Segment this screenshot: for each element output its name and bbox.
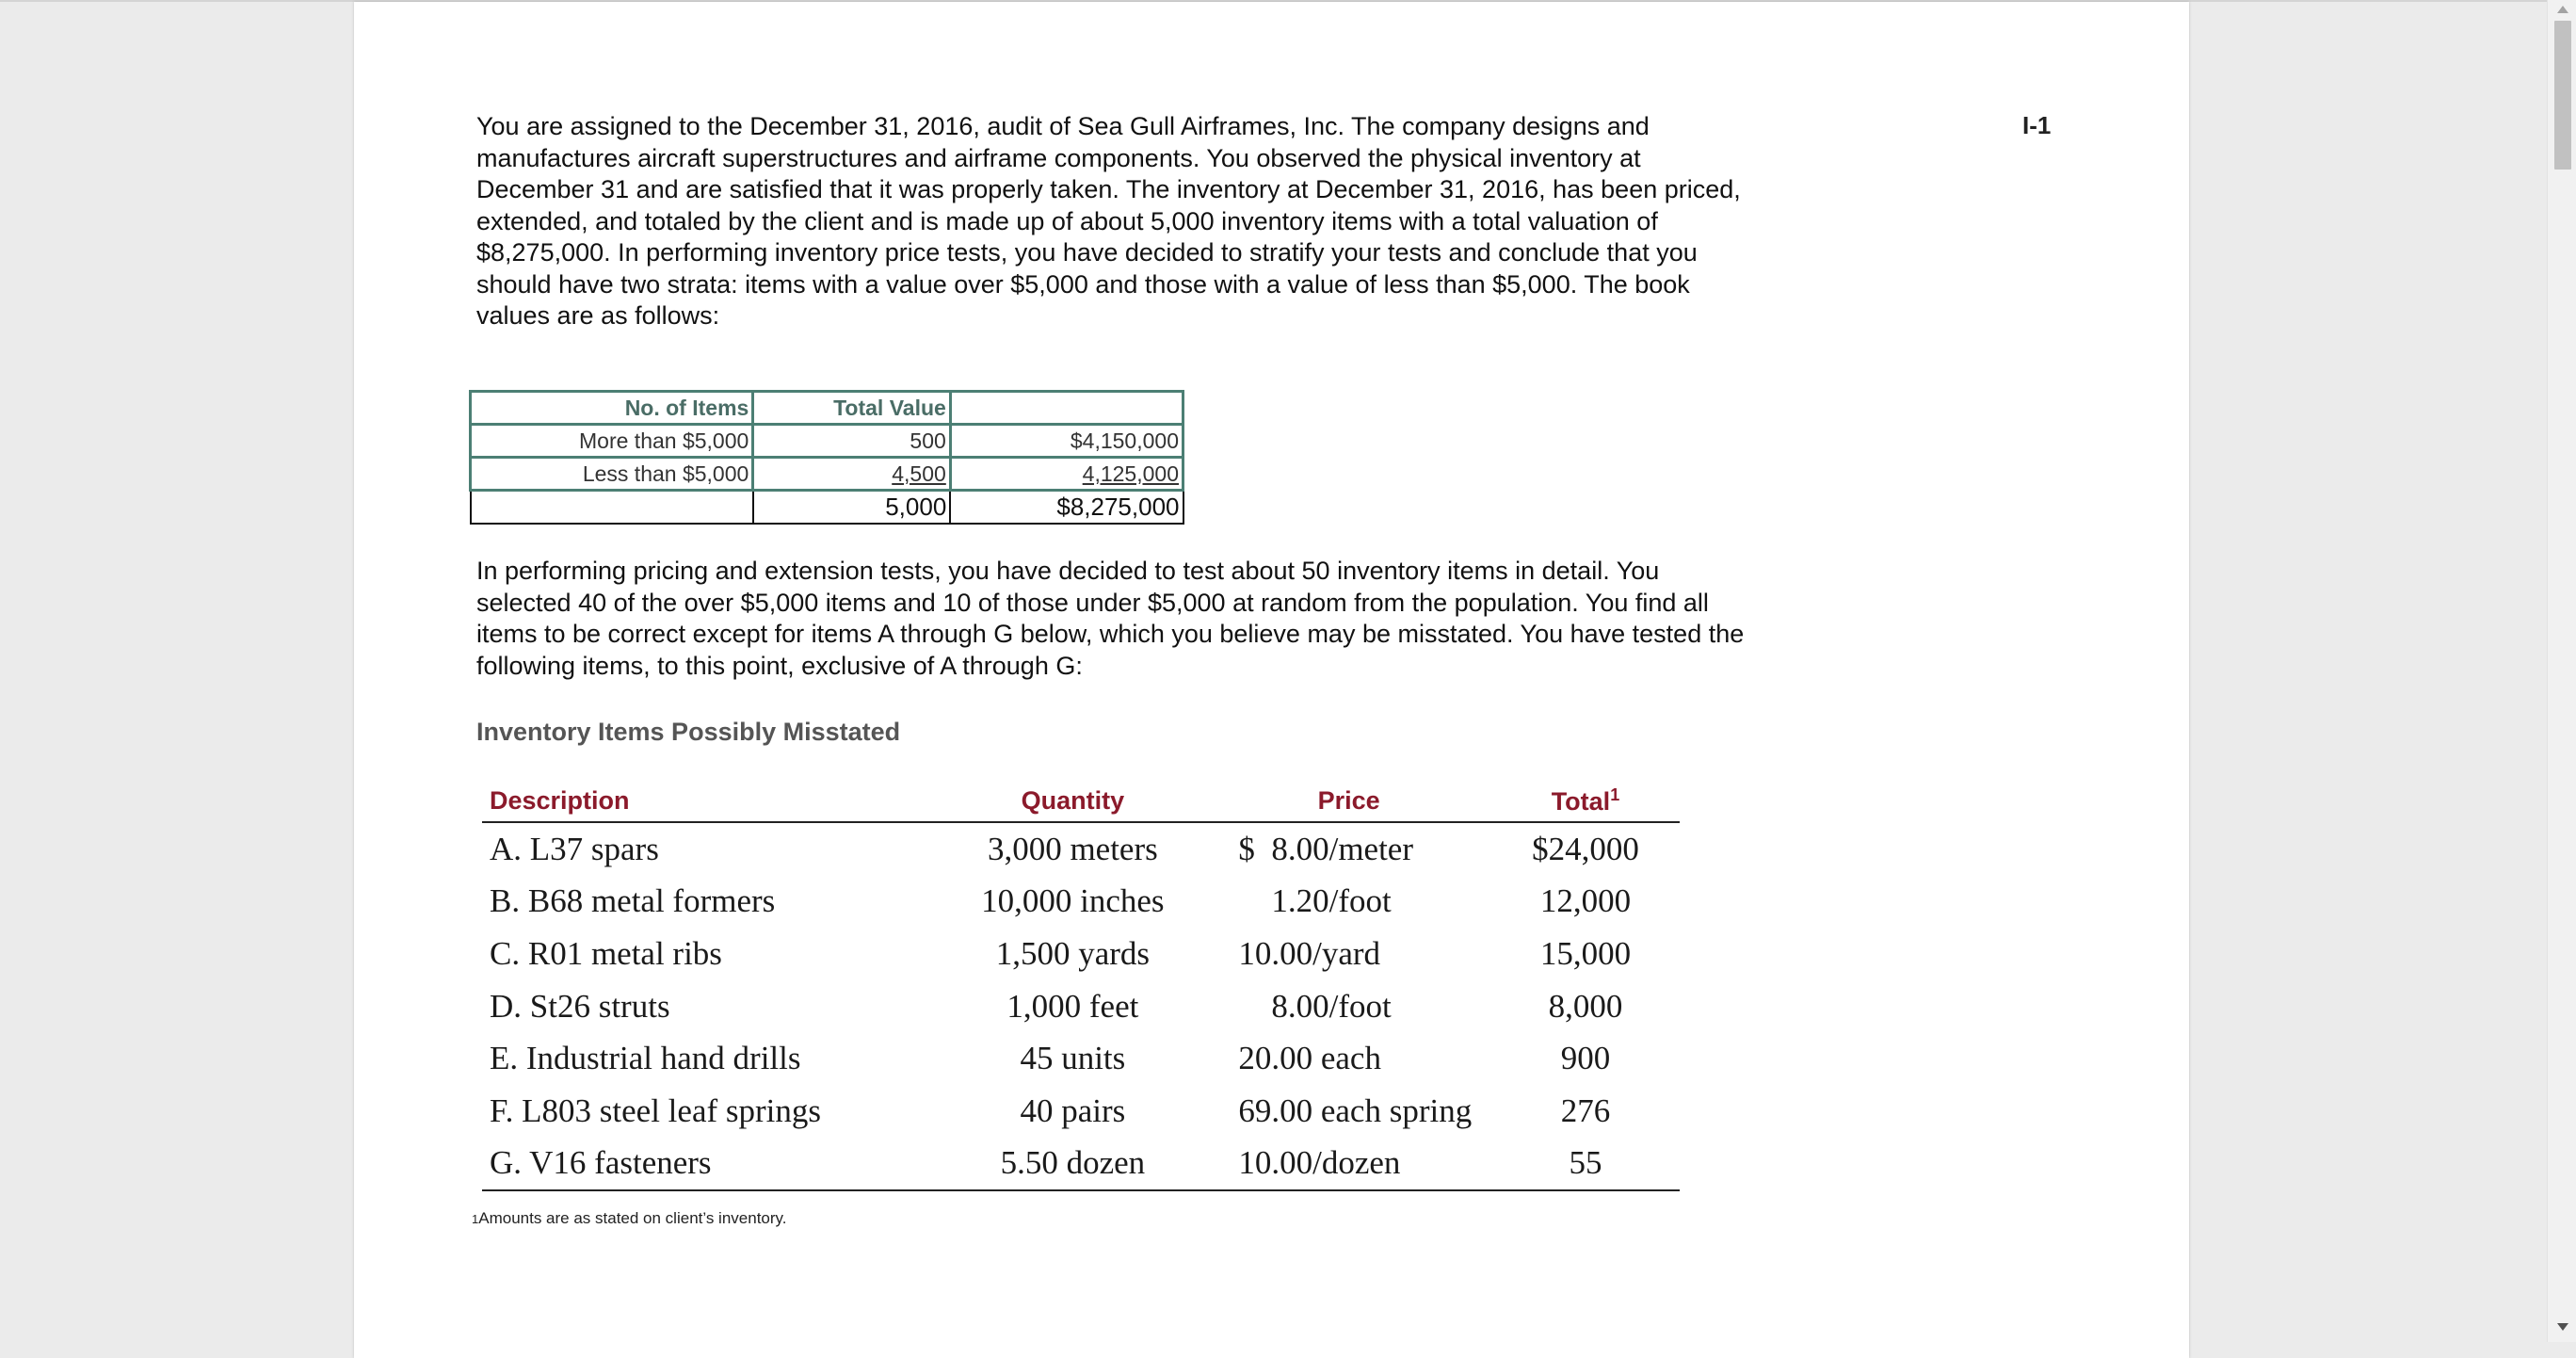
- strata-total-cell: $8,275,000: [950, 491, 1183, 525]
- row-description: A. L37 spars: [490, 830, 659, 867]
- row-description: C. R01 metal ribs: [490, 934, 722, 972]
- row-description: B. B68 metal formers: [490, 882, 776, 920]
- table-row: [482, 822, 1680, 876]
- row-quantity: 10,000 inches: [981, 882, 1165, 920]
- strata-cell: 500: [753, 425, 950, 458]
- row-total: 12,000: [1539, 882, 1632, 920]
- strata-header-cell: [950, 392, 1183, 425]
- row-price: 10.00/yard: [1238, 934, 1381, 972]
- table-row: [482, 928, 1680, 980]
- row-description: E. Industrial hand drills: [490, 1040, 801, 1077]
- inventory-header-row: [482, 780, 1680, 822]
- row-total: $24,000: [1532, 830, 1639, 867]
- row-price: 8.00/foot: [1238, 987, 1392, 1025]
- row-price: 69.00 each spring: [1238, 1091, 1473, 1129]
- header-total-footnote-mark: 1: [1610, 784, 1620, 804]
- scroll-up-arrow-icon[interactable]: [2557, 6, 2568, 13]
- table-row: [482, 1085, 1680, 1138]
- header-price: Price: [1206, 780, 1491, 822]
- row-price: 20.00 each: [1238, 1040, 1381, 1077]
- row-description: F. L803 steel leaf springs: [490, 1091, 821, 1129]
- strata-cell: Less than $5,000: [471, 458, 753, 491]
- row-price: 1.20/foot: [1238, 882, 1392, 920]
- row-description: D. St26 struts: [490, 987, 670, 1025]
- table-row: [482, 1032, 1680, 1085]
- strata-table: [469, 390, 1184, 525]
- scrollbar-thumb[interactable]: [2554, 21, 2571, 170]
- header-quantity: Quantity: [939, 780, 1206, 822]
- row-total: 55: [1491, 1138, 1680, 1191]
- strata-row: [471, 458, 1183, 491]
- row-total: 900: [1560, 1040, 1611, 1077]
- row-quantity: 5.50 dozen: [939, 1138, 1206, 1191]
- row-quantity: 1,500 yards: [995, 934, 1150, 972]
- strata-header-cell: Total Value: [753, 392, 950, 425]
- strata-cell: 4,500: [753, 458, 950, 491]
- strata-total-row: [471, 491, 1183, 525]
- row-total: 276: [1560, 1091, 1611, 1129]
- strata-row: [471, 425, 1183, 458]
- inventory-table: [482, 780, 1680, 1191]
- page-number: I-1: [2022, 111, 2052, 139]
- document-page: [354, 2, 2189, 1358]
- footnote-text: Amounts are as stated on client’s inventory.: [478, 1209, 787, 1227]
- strata-header-cell: No. of Items: [471, 392, 753, 425]
- header-total: [1491, 780, 1680, 822]
- section-title: Inventory Items Possibly Misstated: [476, 718, 901, 746]
- strata-total-cell: [471, 491, 753, 525]
- header-total-label: Total: [1551, 786, 1611, 816]
- strata-cell: More than $5,000: [471, 425, 753, 458]
- row-quantity: 45 units: [1020, 1040, 1126, 1077]
- row-quantity: 40 pairs: [1020, 1091, 1126, 1129]
- row-price: 10.00/dozen: [1206, 1138, 1491, 1191]
- table-row: [482, 876, 1680, 929]
- vertical-scrollbar[interactable]: [2547, 0, 2576, 1342]
- table-row: [482, 980, 1680, 1033]
- row-description: G. V16 fasteners: [482, 1138, 939, 1191]
- table-row: [482, 1138, 1680, 1191]
- footnote-mark: 1: [472, 1212, 479, 1226]
- strata-cell: $4,150,000: [950, 425, 1183, 458]
- row-quantity: 1,000 feet: [1006, 987, 1139, 1025]
- strata-header-row: [471, 392, 1183, 425]
- row-total: 15,000: [1539, 934, 1632, 972]
- scroll-down-arrow-icon[interactable]: [2557, 1323, 2568, 1331]
- strata-total-cell: 5,000: [753, 491, 950, 525]
- row-quantity: 3,000 meters: [987, 830, 1158, 867]
- row-total: 8,000: [1548, 987, 1623, 1025]
- strata-cell: 4,125,000: [950, 458, 1183, 491]
- intro-paragraph: You are assigned to the December 31, 2016, audit of Sea Gull Airframes, Inc. The company designs and manufactures aircraft superstructures and airframe components. You observed the physical inventory at December 31 and are satisfied that it was properly taken. The inventory at December 31, 2016, has been priced, extended, and totaled by the client and is made up of about 5,000 inventory items with a total valuation of $8,275,000. In performing inventory price tests, you have decided to stratify your tests and conclude that you should have two strata: items with a value over $5,000 and those with a value of less than $5,000. The book values are as follows:: [476, 112, 1741, 330]
- header-description: Description: [482, 780, 939, 822]
- pricing-paragraph: In performing pricing and extension tests, you have decided to test about 50 inventory items in detail. You selected 40 of the over $5,000 items and 10 of those under $5,000 at random from the population. You find all items to be correct except for items A through G below, which you believe may be misstated. You have tested the following items, to this point, exclusive of A through G:: [476, 557, 1745, 680]
- row-price: $ 8.00/meter: [1238, 830, 1413, 867]
- footnote: [472, 1209, 787, 1228]
